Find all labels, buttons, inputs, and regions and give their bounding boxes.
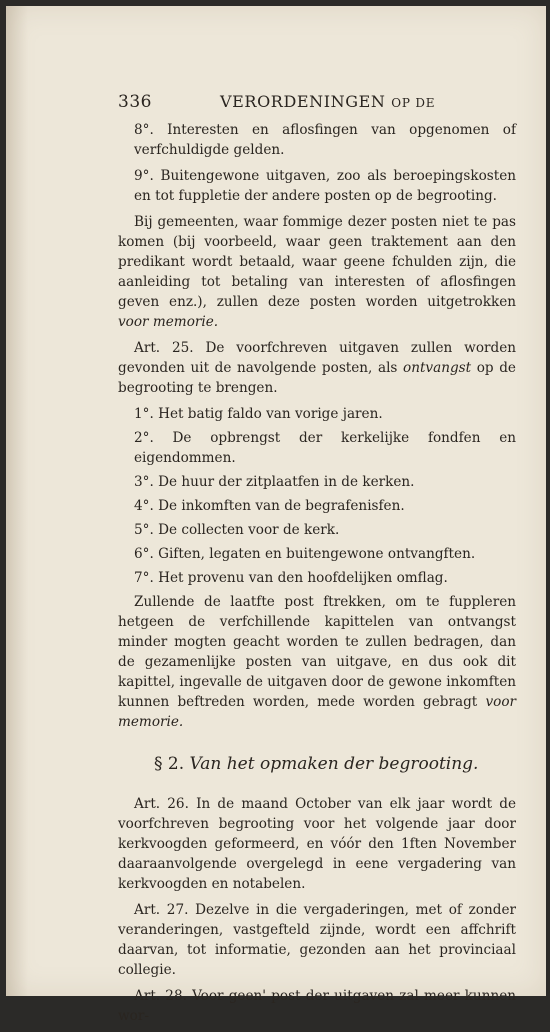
paragraph-zullende-text: Zullende de laatfte post ftrekken, om te fuppleren hetgeen de verfchillende kapittelen van ontvangst minder mogten geacht worden te zullen bedragen, dan de gezamenlijke posten van uitgave, en dus ook dit kapittel, ingevalle de uitgaven door de gewone inkomften kunnen beftreden worden, mede worden gebragt [118,594,516,710]
list-item: 1°. Het batig faldo van vorige jaren. [134,406,383,422]
paragraph-gemeenten-text: Bij gemeenten, waar fommige dezer posten niet te pas komen (bij voorbeeld, waar geen traktement aan den predikant wordt betaald, waar geene fchulden zijn, die aanleiding tot betaling van interesten of aflosfingen geven enz.), zullen deze posten worden uitgetrokken [118,214,516,310]
page-number: 336 [118,92,152,112]
section-heading [118,754,516,774]
running-title [220,92,435,113]
article-25-start: Art. 25. De voorfchreven uitgaven zullen worden gevonden uit de navolgende posten, als [118,340,516,376]
list-item: 5°. De collecten voor de kerk. [134,522,340,538]
paragraph-zullende-italic: voor memorie. [118,694,516,730]
paragraph-gemeenten [118,212,516,332]
article-25-end: op de begrooting te brengen. [118,360,516,396]
article-28: Art. 28. Voor geen' post der uitgaven zal meer kunnen wor- [118,988,516,1024]
running-title-main: VERORDENINGEN [220,92,386,111]
list-item: 2°. De opbrengst der kerkelijke fondfen en eigendommen. [134,430,516,466]
list-item: 6°. Giften, legaten en buitengewone ontvangften. [134,546,476,562]
paragraph-zullende [118,592,516,732]
running-title-small: OP DE [391,96,436,110]
article-25-italic: ontvangst [403,360,472,376]
section-number: § 2. [154,754,185,774]
book-page [6,6,546,1024]
page-text-block [118,92,516,1032]
article-27: Art. 27. Dezelve in die vergaderingen, met of zonder veranderingen, vastgefteld zijnde, wordt een affchrift daarvan, tot informatie, gezonden aan het provinciaal collegie. [118,902,516,978]
section-title: Van het opmaken der begrooting. [189,754,479,774]
list-item: 7°. Het provenu van den hoofdelijken omflag. [134,570,448,586]
list-item: 3°. De huur der zitplaatfen in de kerken. [134,474,415,490]
item-9: 9°. Buitengewone uitgaven, zoo als beroepingskosten en tot fuppletie der andere posten op de begrooting. [134,168,516,204]
paragraph-gemeenten-italic: voor memorie. [118,314,219,330]
article-25 [118,338,516,398]
article-26: Art. 26. In de maand October van elk jaar wordt de voorfchreven begrooting voor het volgende jaar door kerkvoogden geformeerd, en vóór den 1ften November daaraanvolgende overgelegd in eene vergadering van kerkvoogden en notabelen. [118,796,516,892]
list-item: 4°. De inkomften van de begrafenisfen. [134,498,405,514]
item-8: 8°. Interesten en aflosfingen van opgenomen of verfchuldigde gelden. [134,122,516,158]
running-header [118,92,516,116]
page-spine-shadow [6,6,28,996]
